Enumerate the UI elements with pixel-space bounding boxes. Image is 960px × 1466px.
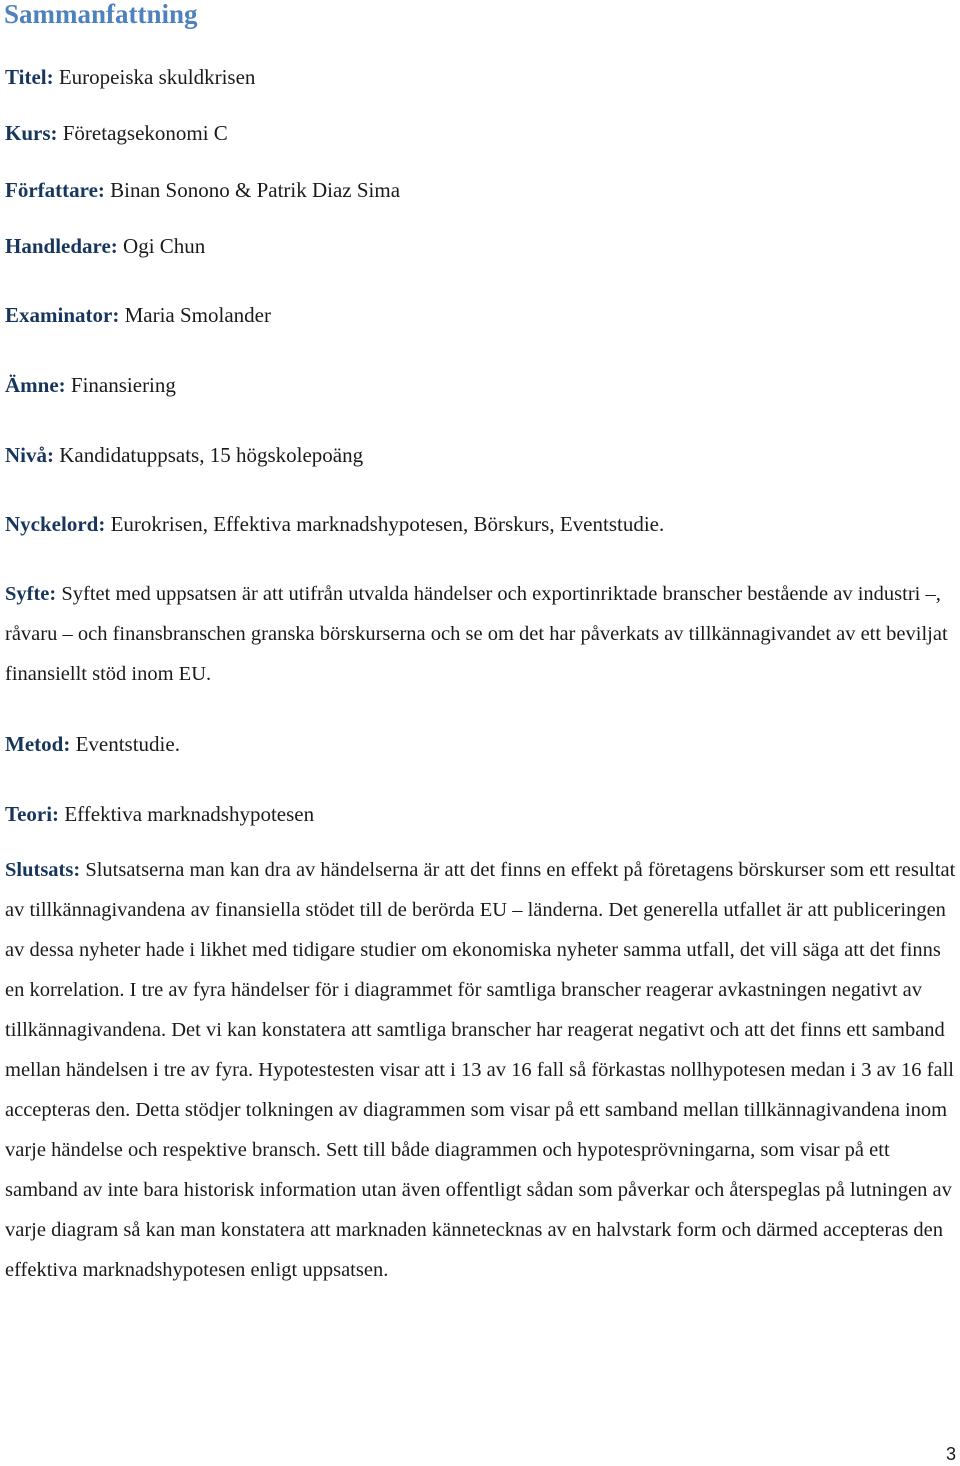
theory-value: Effektiva marknadshypotesen [64, 802, 315, 826]
title-label: Titel: [5, 65, 54, 89]
keywords-field [5, 511, 664, 537]
subject-label: Ämne: [5, 373, 66, 397]
level-value: Kandidatuppsats, 15 högskolepoäng [59, 443, 364, 467]
authors-field [5, 177, 400, 203]
subject-value: Finansiering [70, 373, 176, 397]
title-field [5, 64, 255, 90]
supervisor-label: Handledare: [5, 234, 118, 258]
keywords-value: Eurokrisen, Effektiva marknadshypotesen, Börskurs, Eventstudie. [110, 512, 665, 536]
supervisor-field [5, 233, 205, 259]
conclusion-paragraph [5, 850, 960, 1290]
purpose-label: Syfte: [5, 583, 57, 605]
authors-label: Författare: [5, 178, 105, 202]
purpose-paragraph [5, 574, 960, 694]
theory-label: Teori: [5, 802, 60, 826]
conclusion-label: Slutsats: [5, 859, 81, 881]
level-label: Nivå: [5, 443, 54, 467]
course-label: Kurs: [5, 121, 58, 145]
course-field [5, 120, 228, 146]
authors-value: Binan Sonono & Patrik Diaz Sima [110, 178, 401, 202]
method-label: Metod: [5, 732, 71, 756]
keywords-label: Nyckelord: [5, 512, 106, 536]
method-field [5, 731, 180, 757]
method-value: Eventstudie. [75, 732, 180, 756]
examiner-label: Examinator: [5, 303, 120, 327]
conclusion-value: Slutsatserna man kan dra av händelserna är att det finns en effekt på företagens börskurser som ett resultat av tillkännagivandena av finansiella stödet till de berörda EU – länderna. Det generella utfallet är att publiceringen av dessa nyheter hade i likhet med tidigare studier om ekonomiska nyheter samma utfall, det vill säga att det finns en korrelation. I tre av fyra händelser för i diagrammet för samtliga branscher reagerar avkastningen negativt av tillkännagivandena. Det vi kan konstatera att samtliga branscher har reagerat negativt och att det finns ett samband mellan händelsen i tre av fyra. Hypotestesten visar att i 13 av 16 fall så förkastas nollhypotesen medan i 3 av 16 fall accepteras den. Detta stödjer tolkningen av diagrammen som visar på ett samband mellan tillkännagivandena inom varje händelse och respektive bransch. Sett till både diagrammen och hypotesprövningarna, som visar på ett samband av inte bara historisk information utan även offentligt sådan som påverkar och återspeglas på lutningen av varje diagram så kan man konstatera att marknaden kännetecknas av en halvstark form och därmed accepteras den effektiva marknadshypotesen enligt uppsatsen. [5, 859, 956, 1281]
level-field [5, 442, 363, 468]
subject-field [5, 372, 176, 398]
page-heading: Sammanfattning [4, 0, 198, 29]
theory-field [5, 801, 314, 827]
course-value: Företagsekonomi C [62, 121, 228, 145]
title-value: Europeiska skuldkrisen [58, 65, 256, 89]
page-number: 3 [945, 1444, 956, 1464]
purpose-value: Syftet med uppsatsen är att utifrån utvalda händelser och exportinriktade branscher bestående av industri –, råvaru – och finansbranschen granska börskurserna och se om det har påverkats av tillkännagivandet av ett beviljat finansiellt stöd inom EU. [5, 583, 948, 685]
examiner-field [5, 302, 271, 328]
examiner-value: Maria Smolander [124, 303, 271, 327]
supervisor-value: Ogi Chun [123, 234, 206, 258]
